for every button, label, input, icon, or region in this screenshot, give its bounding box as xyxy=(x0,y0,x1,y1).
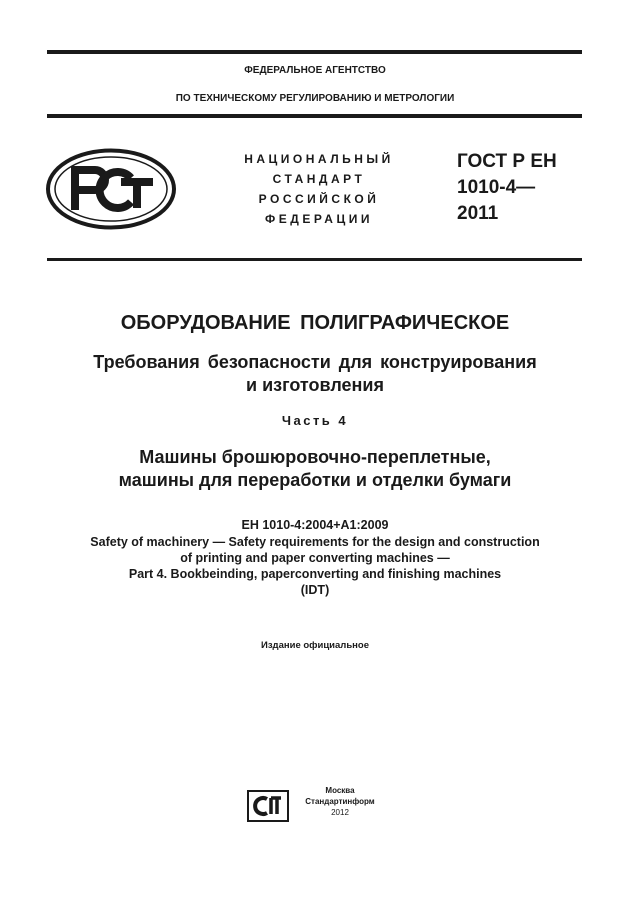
identity-degree: (IDT) xyxy=(300,583,330,597)
national-standard-line-3: РОССИЙСКОЙ xyxy=(258,192,380,206)
english-designation: EH 1010-4:2004+A1:2009 xyxy=(241,518,389,532)
national-standard-label xyxy=(230,149,408,229)
edition-label: Издание официальное xyxy=(261,640,369,651)
publisher-city: Москва xyxy=(325,786,355,795)
designation-line-1: ГОСТ Р ЕН xyxy=(457,151,557,172)
part-number: Часть 4 xyxy=(281,413,349,428)
part-title-line-1: Машины брошюровочно-переплетные, xyxy=(139,447,491,467)
rst-logo-icon xyxy=(45,148,177,230)
document-title: ОБОРУДОВАНИЕ ПОЛИГРАФИЧЕСКОЕ xyxy=(120,312,510,334)
national-standard-line-1: НАЦИОНАЛЬНЫЙ xyxy=(244,152,394,166)
publisher-name: Стандартинформ xyxy=(305,797,375,806)
part-title-line-2: машины для переработки и отделки бумаги xyxy=(118,470,512,490)
subtitle-line-2: и изготовления xyxy=(246,375,384,395)
national-standard-line-4: ФЕДЕРАЦИИ xyxy=(265,212,373,226)
designation-line-2: 1010-4— xyxy=(457,177,536,198)
national-standard-line-2: СТАНДАРТ xyxy=(272,172,366,186)
designation-line-3: 2011 xyxy=(457,203,499,224)
english-title-line-3: Part 4. Bookbeinding, paperconverting and finishing machines xyxy=(128,567,502,581)
agency-line-1: ФЕДЕРАЛЬНОЕ АГЕНТСТВО xyxy=(244,65,386,76)
english-title-line-1: Safety of machinery — Safety requirements for the design and construction xyxy=(90,535,540,549)
standartinform-logo-icon xyxy=(247,790,289,822)
subtitle-line-1: Требования безопасности для конструирования xyxy=(93,352,537,372)
top-rule-1 xyxy=(47,50,582,54)
english-title-line-2: of printing and paper converting machines — xyxy=(180,551,450,565)
publisher-imprint xyxy=(297,785,383,818)
agency-line-2: ПО ТЕХНИЧЕСКОМУ РЕГУЛИРОВАНИЮ И МЕТРОЛОГИИ xyxy=(175,93,455,104)
standard-designation xyxy=(457,149,557,227)
header-rule-bottom xyxy=(47,258,582,261)
publisher-year: 2012 xyxy=(331,808,349,817)
top-rule-2 xyxy=(47,114,582,118)
